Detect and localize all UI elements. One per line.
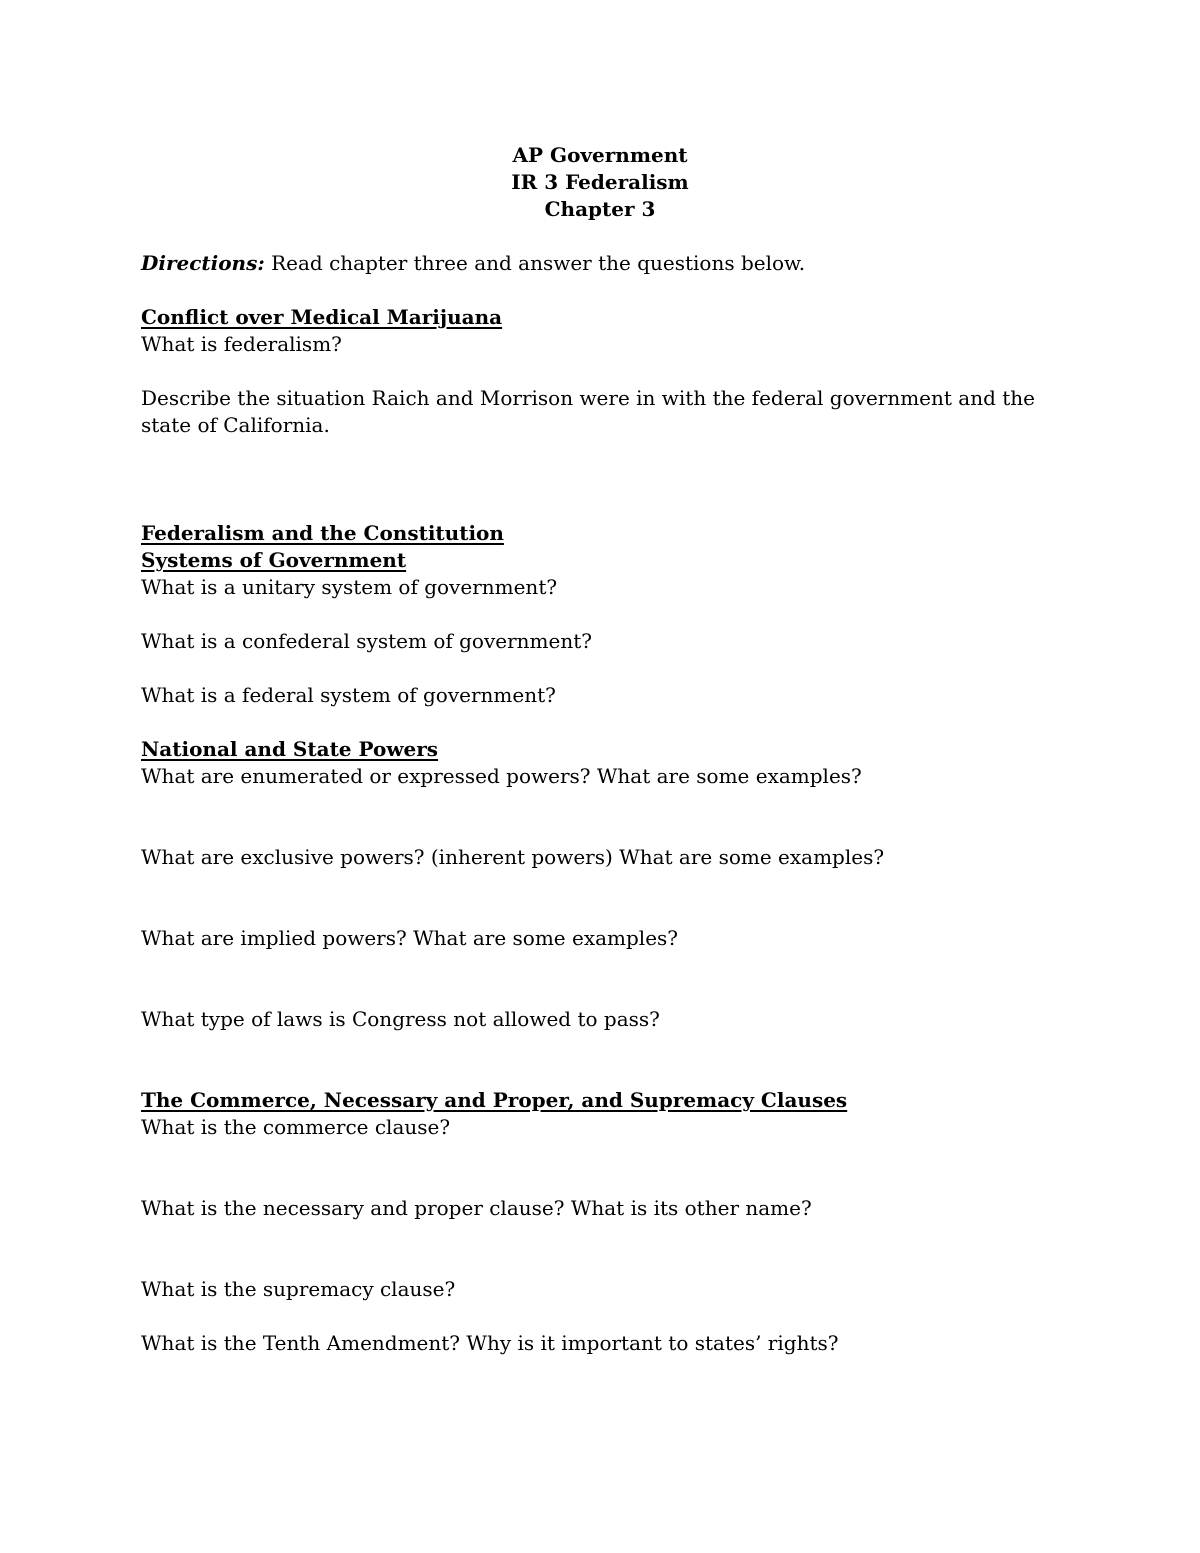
course-title: AP Government [512, 143, 688, 167]
question-implied-powers: What are implied powers? What are some examples? [141, 926, 679, 950]
section-subheading-systems: Systems of Government [141, 548, 407, 572]
section-heading-powers: National and State Powers [141, 737, 439, 761]
document-body [141, 250, 1061, 1357]
question-tenth-amendment: What is the Tenth Amendment? Why is it important to states’ rights? [141, 1331, 839, 1355]
directions-text: Read chapter three and answer the questions below. [264, 251, 806, 275]
question-enumerated-powers: What are enumerated or expressed powers? What are some examples? [141, 764, 862, 788]
directions [141, 250, 1061, 277]
section-heading-medical: Conflict over Medical Marijuana [141, 305, 503, 329]
question-confederal: What is a confederal system of government? [141, 629, 592, 653]
section-heading-constitution: Federalism and the Constitution [141, 521, 504, 545]
question-federalism: What is federalism? [141, 332, 342, 356]
question-federal: What is a federal system of government? [141, 683, 556, 707]
question-unitary: What is a unitary system of government? [141, 575, 558, 599]
question-supremacy-clause: What is the supremacy clause? [141, 1277, 456, 1301]
chapter-title: Chapter 3 [544, 197, 656, 221]
unit-title: IR 3 Federalism [511, 170, 689, 194]
question-commerce-clause: What is the commerce clause? [141, 1115, 451, 1139]
question-congress-laws: What type of laws is Congress not allowed to pass? [141, 1007, 660, 1031]
title-block [0, 142, 1200, 223]
section-heading-clauses: The Commerce, Necessary and Proper, and Supremacy Clauses [141, 1088, 848, 1112]
question-necessary-proper: What is the necessary and proper clause? What is its other name? [141, 1196, 812, 1220]
question-exclusive-powers: What are exclusive powers? (inherent powers) What are some examples? [141, 845, 885, 869]
question-raich-morrison: Describe the situation Raich and Morrison were in with the federal government and the state of California. [141, 386, 1036, 437]
directions-label: Directions: [141, 251, 265, 275]
